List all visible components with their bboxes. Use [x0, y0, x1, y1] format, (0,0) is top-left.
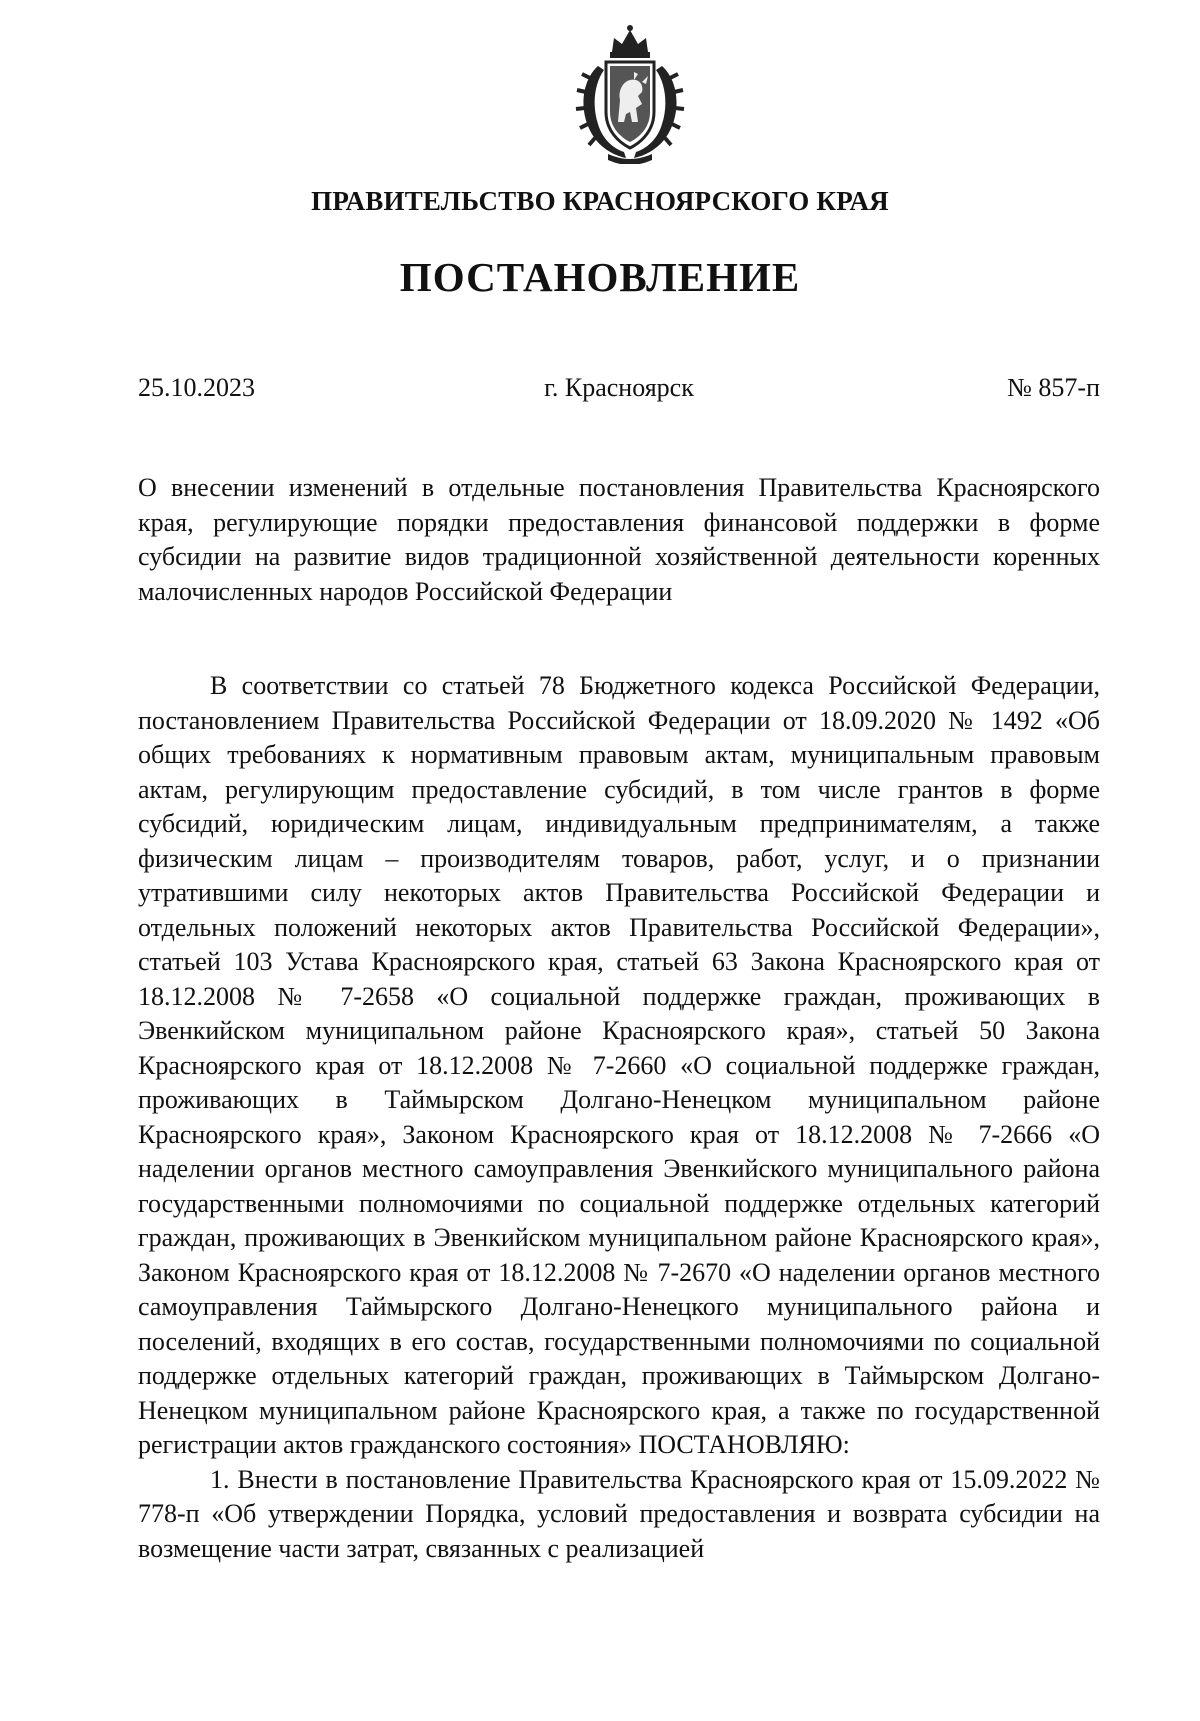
document-city: г. Красноярск [544, 373, 694, 402]
document-body [138, 669, 1100, 1566]
body-paragraph-preamble: В соответствии со статьей 78 Бюджетного кодекса Российской Федерации, постановлением Правительства Российской Федерации от 18.09.2020 № 1492 «Об общих требованиях к нормативным правовым актам, муниципальным правовым актам, регулирующим предоставление субсидий, в том числе грантов в форме субсидий, юридическим лицам, индивидуальным предпринимателям, а также физическим лицам – производителям товаров, работ, услуг, и о признании утратившими силу некоторых актов Правительства Российской Федерации и отдельных положений некоторых актов Правительства Российской Федерации», статьей 103 Устава Красноярского края, статьей 63 Закона Красноярского края от 18.12.2008 № 7-2658 «О социальной поддержке граждан, проживающих в Эвенкийском муниципальном районе Красноярского края», статьей 50 Закона Красноярского края от 18.12.2008 № 7-2660 «О социальной поддержке граждан, проживающих в Таймырском Долгано-Ненецком муниципальном районе Красноярского края», Законом Красноярского края от 18.12.2008 № 7-2666 «О наделении органов местного самоуправления Эвенкийского муниципального района государственными полномочиями по социальной поддержке отдельных категорий граждан, проживающих в Эвенкийском муниципальном районе Красноярского края», Законом Красноярского края от 18.12.2008 № 7-2670 «О наделении органов местного самоуправления Таймырского Долгано-Ненецкого муниципального района и поселений, входящих в его состав, государственными полномочиями по социальной поддержке отдельных категорий граждан, проживающих в Таймырском Долгано-Ненецком муниципальном районе Красноярского края, а также по государственной регистрации актов гражданского состояния» ПОСТАНОВЛЯЮ: [138, 671, 1100, 1459]
body-paragraph-item-1: 1. Внести в постановление Правительства Красноярского края от 15.09.2022 № 778-п «Об утверждении Порядка, условий предоставления и возврата субсидии на возмещение части затрат, связанных с реализацией [138, 1464, 1100, 1563]
document-type-title: ПОСТАНОВЛЕНИЕ [399, 254, 801, 300]
document-date: 25.10.2023 [138, 373, 255, 402]
document-subject: О внесении изменений в отдельные постановления Правительства Красноярского края, регулирующие порядки предоставления финансовой поддержки в форме субсидии на развитие видов традиционной хозяйственной деятельности коренных малочисленных народов Российской Федерации [138, 473, 1100, 606]
document-number: № 857-п [1007, 373, 1100, 402]
government-name: ПРАВИТЕЛЬСТВО КРАСНОЯРСКОГО КРАЯ [311, 186, 889, 216]
document-meta-line [138, 373, 1100, 409]
coat-of-arms-icon [568, 22, 692, 164]
